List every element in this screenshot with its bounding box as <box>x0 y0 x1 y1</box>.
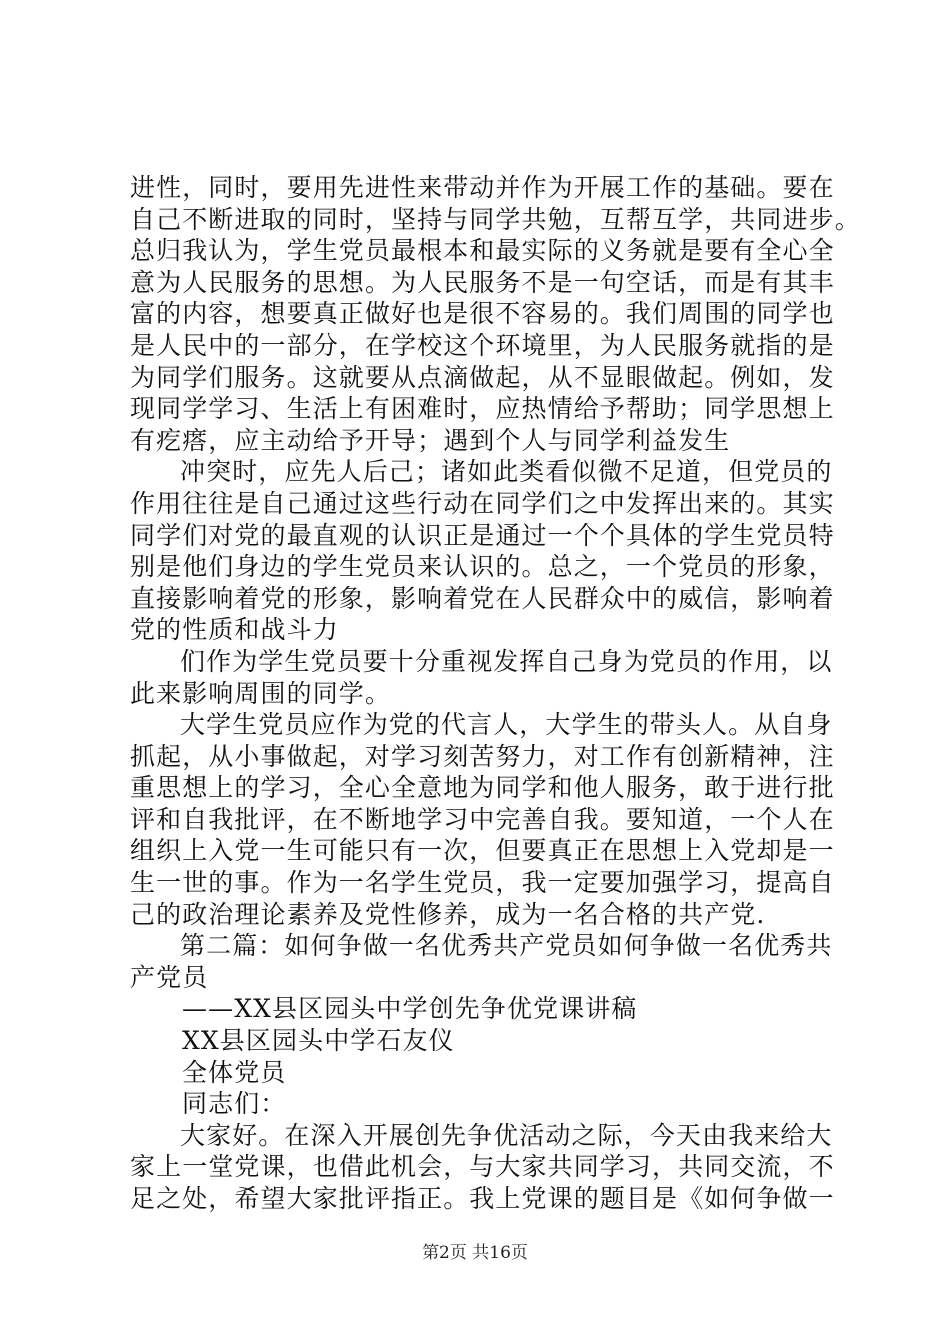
text-line: 足之处，希望大家批评指正。我上党课的题目是《如何争做一 <box>130 1184 835 1213</box>
text-line: 总归我认为，学生党员最根本和最实际的义务就是要有全心全 <box>130 236 835 266</box>
text-line: 抓起，从小事做起，对学习刻苦努力，对工作有创新精神，注 <box>130 741 835 771</box>
document-body <box>130 172 861 1215</box>
text-line: 富的内容，想要真正做好也是很不容易的。我们周围的同学也 <box>130 299 835 329</box>
text-line: 有疙瘩，应主动给予开导；遇到个人与同学利益发生 <box>130 425 731 455</box>
author-line: XX县区园头中学石友仪 <box>182 1026 455 1056</box>
text-line: 现同学学习、生活上有困难时，应热情给予帮助；同学思想上 <box>130 394 835 424</box>
text-line: 此来影响周围的同学。 <box>130 678 392 708</box>
salutation-line: 同志们： <box>182 1089 287 1119</box>
text-line: 评和自我批评，在不断地学习中完善自我。要知道，一个人在 <box>130 804 835 834</box>
text-line: 同学们对党的最直观的认识正是通过一个个具体的学生党员特 <box>130 520 835 550</box>
text-line: 生一世的事。作为一名学生党员，我一定要加强学习，提高自 <box>130 868 835 898</box>
text-line: 直接影响着党的形象，影响着党在人民群众中的威信，影响着 <box>130 583 835 613</box>
text-line: 是人民中的一部分，在学校这个环境里，为人民服务就指的是 <box>130 330 835 360</box>
text-line: 自己不断进取的同时，坚持与同学共勉，互帮互学，共同进步。 <box>130 204 861 234</box>
section-heading: 第二篇：如何争做一名优秀共产党员如何争做一名优秀共 <box>180 931 833 961</box>
text-line: 家上一堂党课，也借此机会，与大家共同学习，共同交流，不 <box>130 1152 835 1182</box>
text-line: 党的性质和战斗力 <box>130 615 339 645</box>
page-number-footer: 第2页 共16页 <box>422 1243 528 1263</box>
text-line: 重思想上的学习，全心全意地为同学和他人服务，敢于进行批 <box>130 773 835 803</box>
section-heading-continued: 产党员 <box>130 962 209 992</box>
paragraph-first-line: 大学生党员应作为党的代言人，大学生的带头人。从自身 <box>180 710 833 740</box>
text-line: 己的政治理论素养及党性修养，成为一名合格的共产党. <box>130 899 766 929</box>
text-line: 别是他们身边的学生党员来认识的。总之，一个党员的形象， <box>130 552 835 582</box>
paragraph-first-line: 大家好。在深入开展创先争优活动之际，今天由我来给大 <box>180 1120 833 1150</box>
text-line: 进性，同时，要用先进性来带动并作为开展工作的基础。要在 <box>130 173 835 202</box>
text-line: 作用往往是自己通过这些行动在同学们之中发挥出来的。其实 <box>130 488 835 518</box>
salutation-line: 全体党员 <box>182 1057 287 1087</box>
text-line: 组织上入党一生可能只有一次，但要真正在思想上入党却是一 <box>130 836 835 866</box>
paragraph-first-line: 冲突时，应先人后己；诸如此类看似微不足道，但党员的 <box>180 457 833 487</box>
paragraph-first-line: 们作为学生党员要十分重视发挥自己身为党员的作用，以 <box>180 646 833 676</box>
text-line: 意为人民服务的思想。为人民服务不是一句空话，而是有其丰 <box>130 267 835 297</box>
subtitle-line: ——XX县区园头中学创先争优党课讲稿 <box>182 994 638 1024</box>
text-line: 为同学们服务。这就要从点滴做起，从不显眼做起。例如，发 <box>130 362 835 392</box>
